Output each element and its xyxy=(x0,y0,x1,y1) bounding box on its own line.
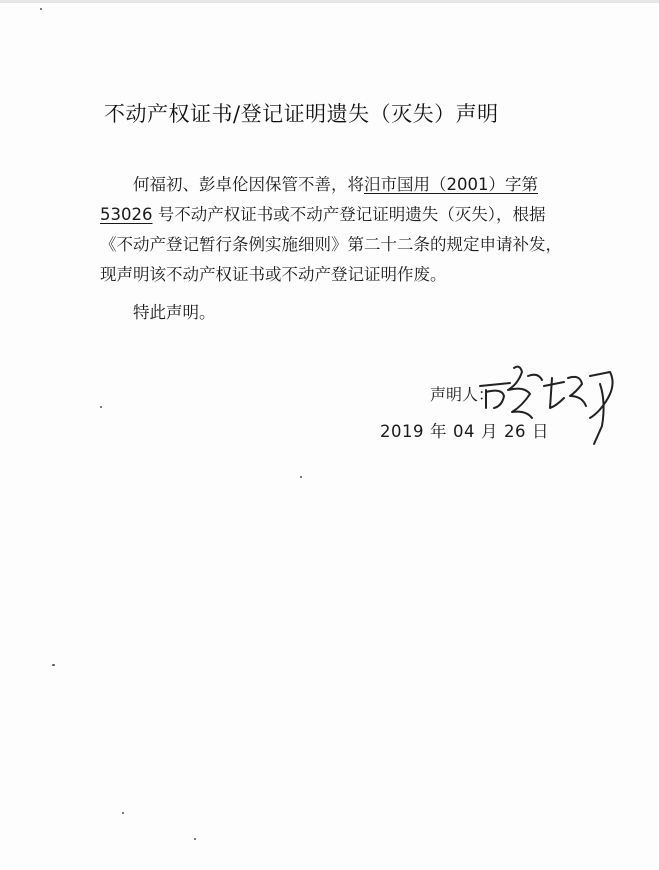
date-month: 04 xyxy=(453,422,475,441)
main-paragraph xyxy=(100,170,570,290)
closing-statement: 特此声明。 xyxy=(133,303,216,322)
date-month-unit: 月 xyxy=(481,422,498,441)
certificate-reference: 汨市国用（2001）字第53026 xyxy=(100,175,538,224)
date-day: 26 xyxy=(504,422,526,441)
document-title: 不动产权证书/登记证明遗失（灭失）声明 xyxy=(104,102,499,126)
signature-block xyxy=(380,376,640,456)
date-year: 2019 xyxy=(380,422,424,441)
scan-edge xyxy=(0,0,659,3)
scan-speck xyxy=(122,812,124,814)
paragraph-part-1: 何福初、彭卓伦因保管不善，将 xyxy=(133,175,364,194)
date-year-unit: 年 xyxy=(430,422,447,441)
declaration-date xyxy=(380,418,555,442)
scan-speck xyxy=(100,406,102,408)
scan-speck xyxy=(300,476,302,478)
document-body xyxy=(100,170,570,328)
scan-speck xyxy=(40,8,42,10)
paragraph-part-2: 号不动产权证书或不动产登记证明遗失（灭失），根据《不动产登记暂行条例实施细则》第二十二条的规定申请补发，现声明该不动产权证书或不动产登记证明作废。 xyxy=(100,205,562,284)
scan-speck xyxy=(52,664,55,666)
declarant-label: 声明人： xyxy=(430,385,495,404)
date-day-unit: 日 xyxy=(532,422,549,441)
scan-speck xyxy=(194,838,196,840)
